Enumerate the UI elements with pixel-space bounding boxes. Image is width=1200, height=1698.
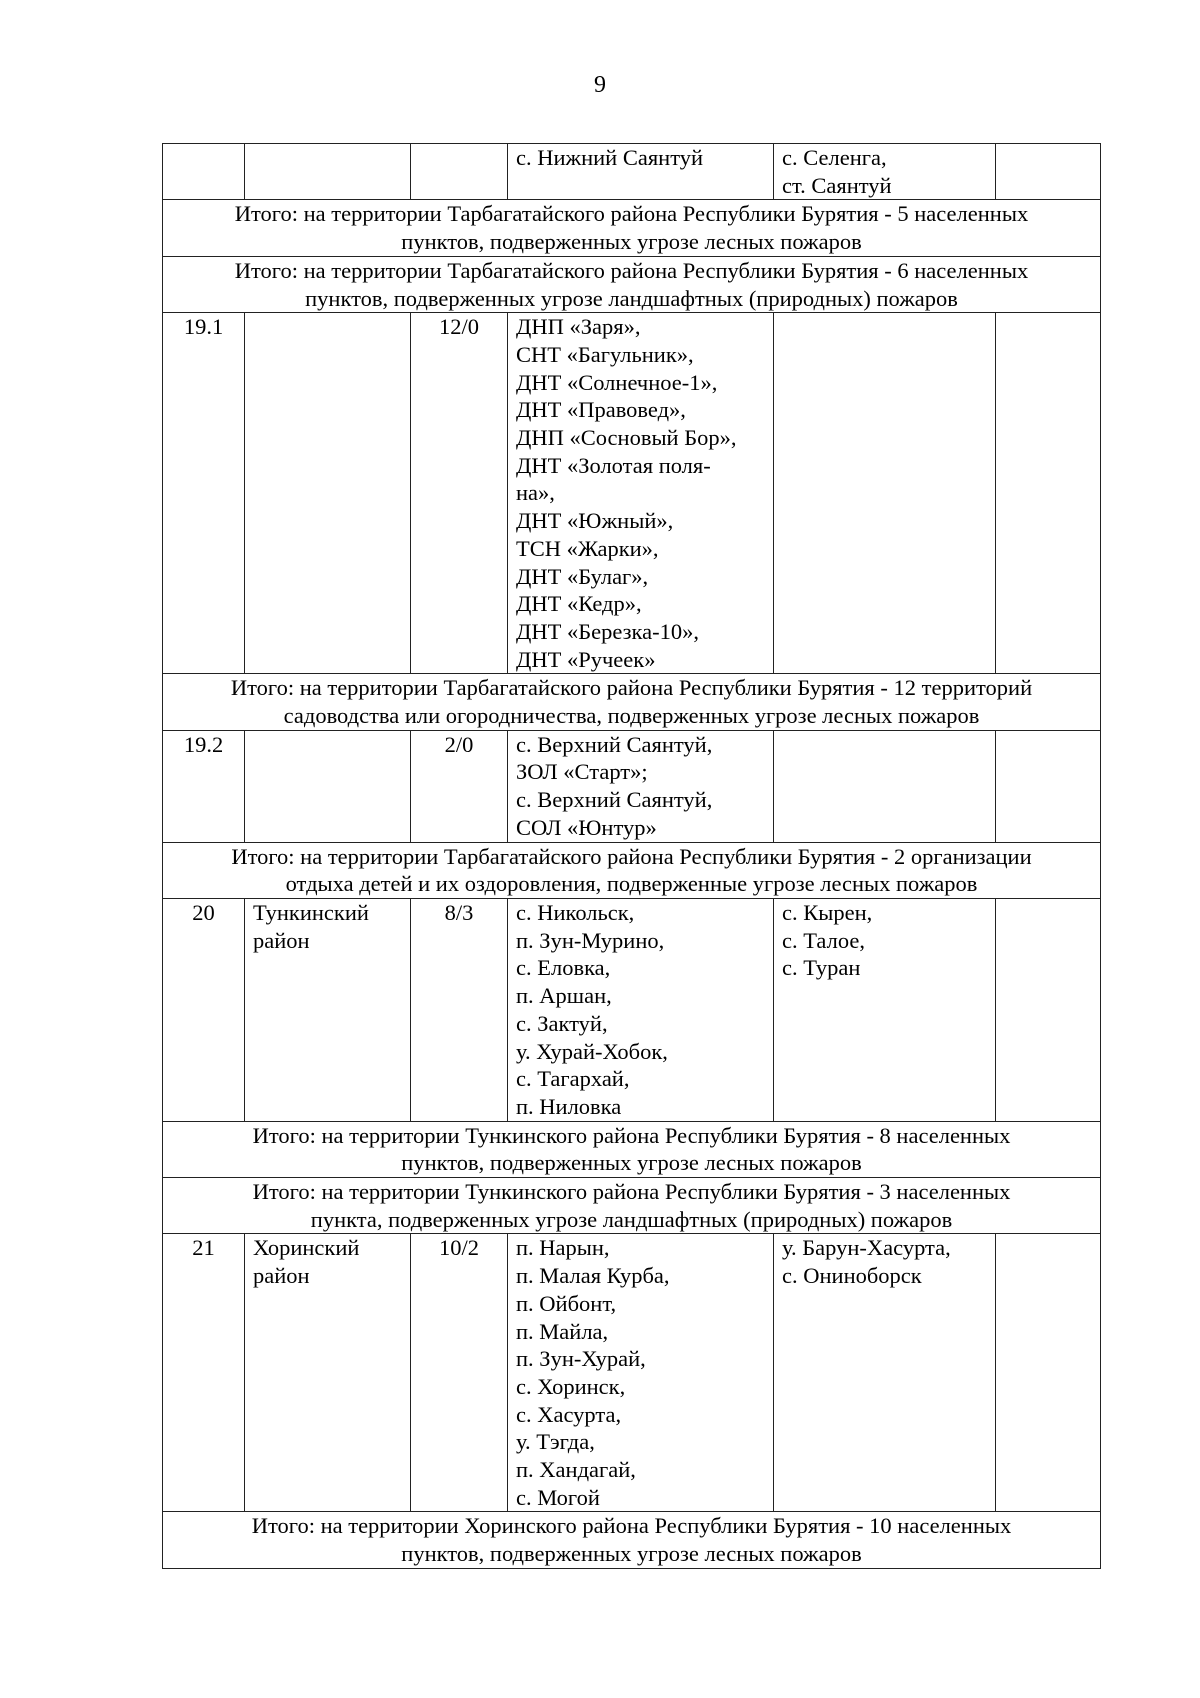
object-entry: с. Верхний Саянтуй, <box>516 731 713 757</box>
table-row <box>163 898 1101 1121</box>
summary-row <box>163 200 1101 256</box>
district-cell <box>245 1234 411 1512</box>
landscape-entry: с. Туран <box>782 955 861 981</box>
summary-cell <box>163 674 1101 730</box>
object-entry: на», <box>516 480 555 506</box>
object-entry: СНТ «Багульник», <box>516 341 694 367</box>
extra-cell <box>996 730 1101 842</box>
summary-row <box>163 1512 1101 1568</box>
landscape-entry: ст. Саянтуй <box>782 172 892 198</box>
landscape-entry: у. Барун-Хасурта, <box>782 1235 951 1261</box>
object-count: 12/0 <box>438 314 479 340</box>
forest-fire-objects-cell <box>508 313 774 674</box>
district-name: Хоринский <box>253 1235 360 1261</box>
object-count: 10/2 <box>438 1235 479 1261</box>
row-number-cell <box>163 898 245 1121</box>
object-entry: ДНТ «Правовед», <box>516 397 686 423</box>
page-number: 9 <box>594 72 606 98</box>
summary-line: Итого: на территории Тункинского района Республики Бурятия - 8 населенных <box>252 1122 1011 1148</box>
forest-fire-objects-cell <box>508 730 774 842</box>
district-name: Тункинский <box>253 899 369 925</box>
count-cell <box>411 144 508 200</box>
summary-row <box>163 1178 1101 1234</box>
object-entry: с. Хоринск, <box>516 1373 626 1399</box>
row-number: 19.1 <box>183 314 224 340</box>
summary-line: Итого: на территории Тарбагатайского района Республики Бурятия - 5 населенных <box>234 201 1029 227</box>
object-entry: ЗОЛ «Старт»; <box>516 759 648 785</box>
object-entry: с. Еловка, <box>516 955 611 981</box>
row-number-cell <box>163 144 245 200</box>
object-entry: ТСН «Жарки», <box>516 535 659 561</box>
object-entry: ДНП «Сосновый Бор», <box>516 425 737 451</box>
summary-line: пункта, подверженных угрозе ландшафтных (природных) пожаров <box>310 1206 953 1232</box>
summary-line: отдыха детей и их оздоровления, подверженные угрозе лесных пожаров <box>285 871 978 897</box>
object-entry: СОЛ «Юнтур» <box>516 814 657 840</box>
landscape-entry: с. Талое, <box>782 927 865 953</box>
summary-row <box>163 674 1101 730</box>
object-entry: с. Зактуй, <box>516 1010 608 1036</box>
count-cell <box>411 1234 508 1512</box>
object-entry: п. Майла, <box>516 1318 609 1344</box>
object-entry: п. Нарын, <box>516 1235 610 1261</box>
district-cell <box>245 313 411 674</box>
object-entry: с. Никольск, <box>516 899 635 925</box>
object-entry: у. Хурай-Хобок, <box>516 1038 668 1064</box>
count-cell <box>411 313 508 674</box>
forest-fire-objects-cell <box>508 1234 774 1512</box>
district-name: район <box>253 927 310 953</box>
object-entry: у. Тэгда, <box>516 1429 595 1455</box>
object-entry: п. Зун-Мурино, <box>516 927 665 953</box>
landscape-fire-objects-cell <box>774 144 996 200</box>
row-number: 20 <box>192 899 215 925</box>
summary-line: пунктов, подверженных угрозе лесных пожаров <box>401 229 862 255</box>
row-number-cell <box>163 1234 245 1512</box>
table-row <box>163 730 1101 842</box>
extra-cell <box>996 144 1101 200</box>
object-entry: с. Тагархай, <box>516 1066 630 1092</box>
forest-fire-objects-cell <box>508 898 774 1121</box>
object-entry: п. Зун-Хурай, <box>516 1346 646 1372</box>
summary-cell <box>163 1121 1101 1177</box>
object-entry: ДНТ «Булаг», <box>516 563 649 589</box>
summary-line: Итого: на территории Тарбагатайского района Республики Бурятия - 6 населенных <box>234 257 1029 283</box>
table-row <box>163 1234 1101 1512</box>
summary-cell <box>163 1512 1101 1568</box>
summary-line: Итого: на территории Тарбагатайского района Республики Бурятия - 12 территорий <box>230 675 1033 701</box>
landscape-entry: с. Кырен, <box>782 899 873 925</box>
row-number: 21 <box>192 1235 215 1261</box>
count-cell <box>411 730 508 842</box>
summary-cell <box>163 256 1101 312</box>
district-name: район <box>253 1263 310 1289</box>
object-entry: ДНП «Заря», <box>516 314 641 340</box>
object-entry: с. Могой <box>516 1484 600 1510</box>
landscape-entry: с. Селенга, <box>782 145 887 170</box>
summary-row <box>163 256 1101 312</box>
extra-cell <box>996 1234 1101 1512</box>
table-row <box>163 144 1101 200</box>
district-cell <box>245 898 411 1121</box>
object-entry: ДНТ «Березка-10», <box>516 618 699 644</box>
settlements-table <box>162 143 1101 1569</box>
landscape-fire-objects-cell <box>774 313 996 674</box>
forest-fire-objects-cell <box>508 144 774 200</box>
district-cell <box>245 730 411 842</box>
object-count: 2/0 <box>444 731 474 757</box>
object-entry: ДНТ «Ручеек» <box>516 646 656 672</box>
summary-row <box>163 842 1101 898</box>
landscape-entry: с. Онинoборск <box>782 1263 922 1289</box>
summary-line: пунктов, подверженных угрозе лесных пожаров <box>401 1541 862 1567</box>
object-entry: с. Верхний Саянтуй, <box>516 787 713 813</box>
extra-cell <box>996 898 1101 1121</box>
summary-cell <box>163 1178 1101 1234</box>
object-entry: п. Малая Курба, <box>516 1263 670 1289</box>
object-entry: ДНТ «Кедр», <box>516 591 642 617</box>
object-entry: ДНТ «Солнечное-1», <box>516 369 718 395</box>
row-number: 19.2 <box>183 731 224 757</box>
object-entry: ДНТ «Южный», <box>516 508 674 534</box>
summary-line: Итого: на территории Тарбагатайского района Республики Бурятия - 2 организации <box>231 843 1032 869</box>
object-entry: п. Хандагай, <box>516 1457 636 1483</box>
summary-line: садоводства или огородничества, подверженных угрозе лесных пожаров <box>283 703 980 729</box>
district-cell <box>245 144 411 200</box>
object-entry: п. Ниловка <box>516 1093 622 1119</box>
object-entry: п. Аршан, <box>516 983 612 1009</box>
object-entry: с. Хасурта, <box>516 1401 622 1427</box>
object-entry: п. Ойбонт, <box>516 1290 617 1316</box>
landscape-fire-objects-cell <box>774 730 996 842</box>
summary-line: пунктов, подверженных угрозе ландшафтных (природных) пожаров <box>305 285 958 311</box>
row-number-cell <box>163 730 245 842</box>
summary-row <box>163 1121 1101 1177</box>
summary-line: Итого: на территории Хоринского района Республики Бурятия - 10 населенных <box>251 1513 1012 1539</box>
count-cell <box>411 898 508 1121</box>
summary-line: Итого: на территории Тункинского района Республики Бурятия - 3 населенных <box>252 1179 1011 1205</box>
row-number-cell <box>163 313 245 674</box>
summary-line: пунктов, подверженных угрозе лесных пожаров <box>401 1150 862 1176</box>
table-row <box>163 313 1101 674</box>
summary-cell <box>163 200 1101 256</box>
object-entry: с. Нижний Саянтуй <box>516 145 704 170</box>
extra-cell <box>996 313 1101 674</box>
summary-cell <box>163 842 1101 898</box>
object-entry: ДНТ «Золотая поля- <box>516 452 711 478</box>
landscape-fire-objects-cell <box>774 898 996 1121</box>
landscape-fire-objects-cell <box>774 1234 996 1512</box>
object-count: 8/3 <box>444 899 474 925</box>
table-body <box>163 144 1101 1569</box>
